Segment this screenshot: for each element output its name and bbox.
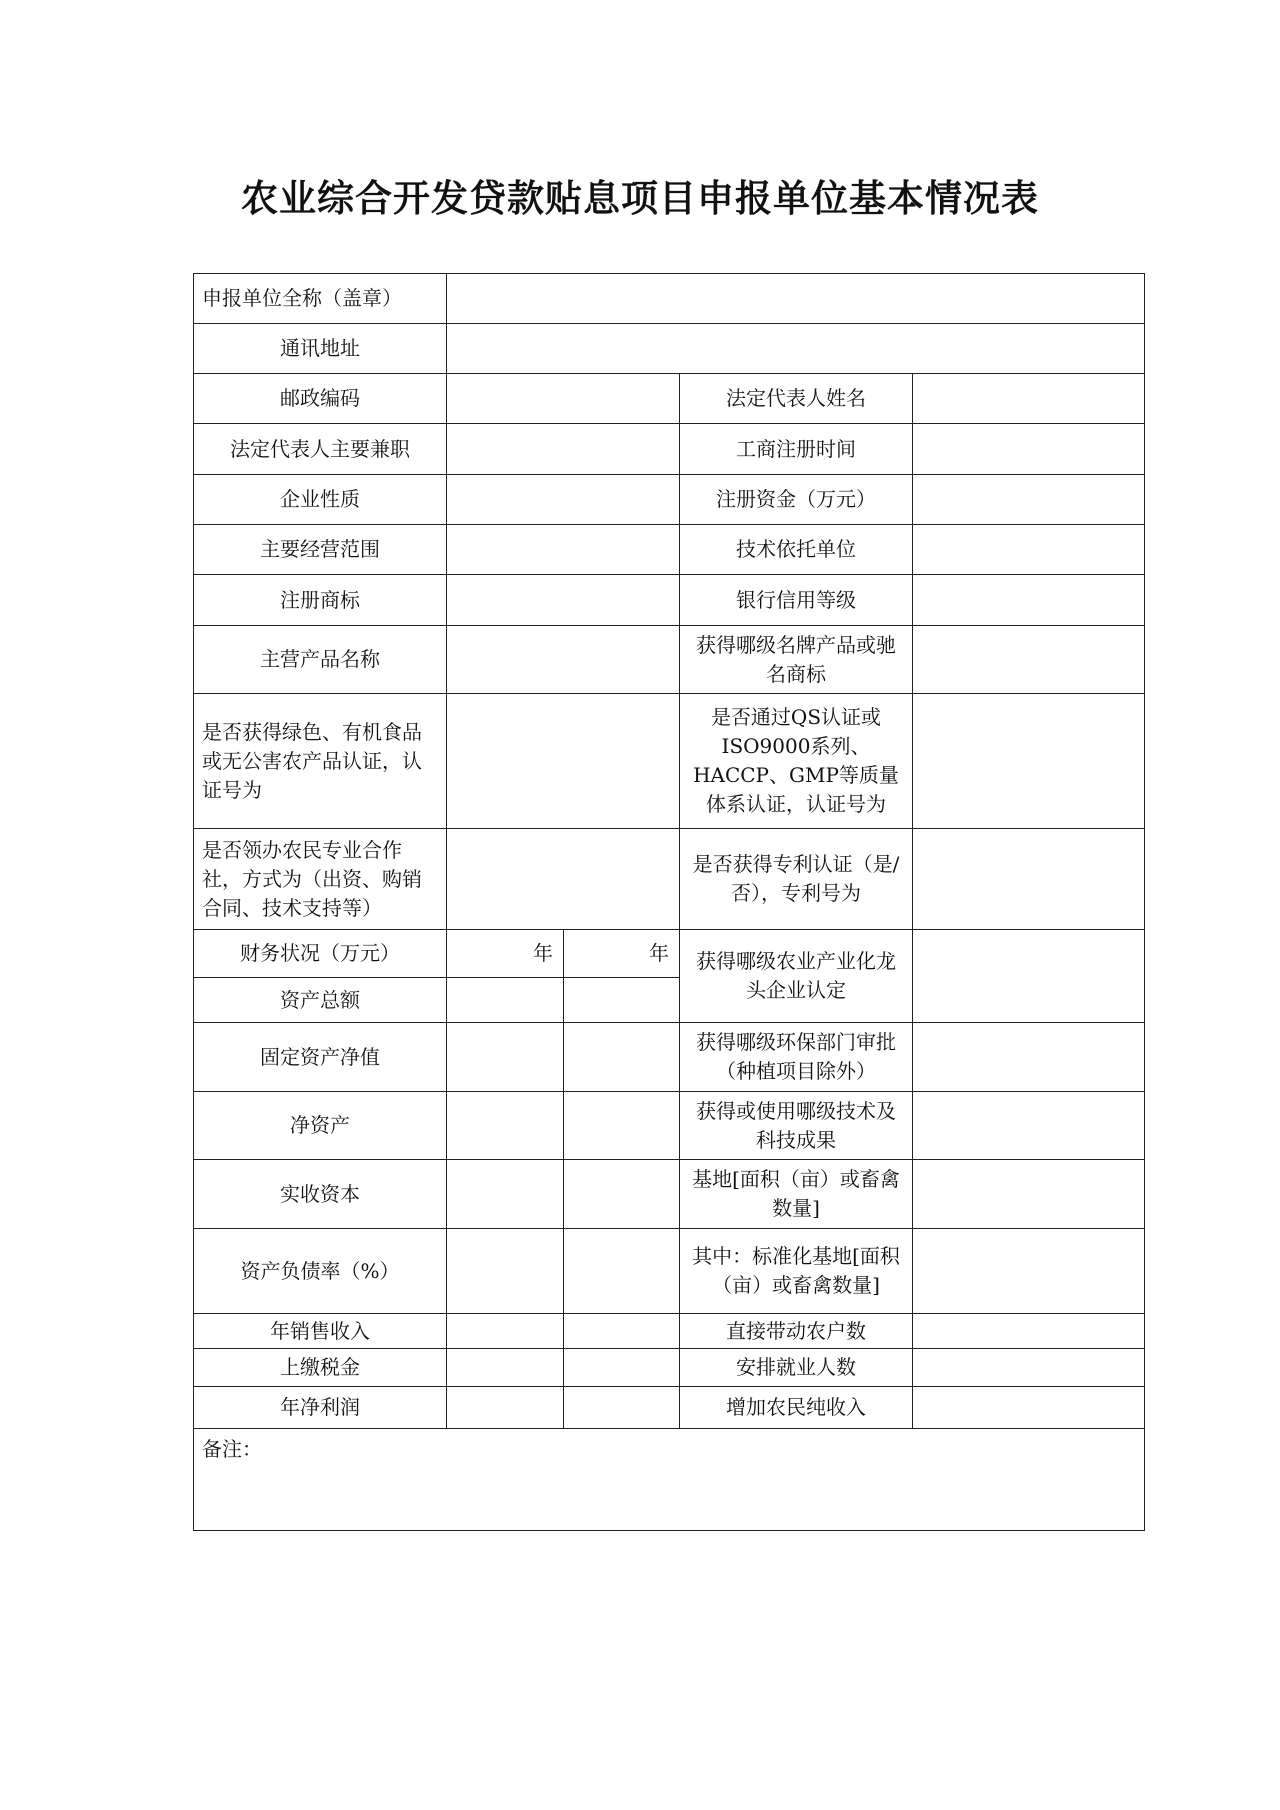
input-registered-capital[interactable] [913,475,1145,525]
label-standard-base: 其中：标准化基地[面积（亩）或畜禽数量] [680,1229,913,1314]
input-cooperative[interactable] [447,829,680,930]
label-leading-enterprise: 获得哪级农业产业化龙头企业认定 [680,930,913,1023]
input-legal-rep-position[interactable] [447,424,680,475]
input-base-area[interactable] [913,1160,1145,1229]
label-tax: 上缴税金 [194,1349,447,1387]
label-annual-sales: 年销售收入 [194,1314,447,1349]
label-income-increase: 增加农民纯收入 [680,1387,913,1429]
notes-cell[interactable] [194,1429,1145,1531]
input-tax-year-1[interactable] [447,1349,564,1387]
label-base-area: 基地[面积（亩）或畜禽数量] [680,1160,913,1229]
label-legal-rep-name: 法定代表人姓名 [680,374,913,424]
label-tech-results: 获得或使用哪级技术及科技成果 [680,1092,913,1160]
input-employment[interactable] [913,1349,1145,1387]
input-net-profit-year-2[interactable] [564,1387,680,1429]
notes-label: 备注： [202,1437,262,1461]
label-env-approval: 获得哪级环保部门审批（种植项目除外） [680,1023,913,1092]
input-paid-capital-year-2[interactable] [564,1160,680,1229]
input-standard-base[interactable] [913,1229,1145,1314]
label-total-assets: 资产总额 [194,978,447,1023]
label-tech-support-unit: 技术依托单位 [680,525,913,575]
input-net-assets-year-2[interactable] [564,1092,680,1160]
label-enterprise-nature: 企业性质 [194,475,447,525]
label-patent: 是否获得专利认证（是/否），专利号为 [680,829,913,930]
input-tech-support-unit[interactable] [913,525,1145,575]
input-annual-sales-year-1[interactable] [447,1314,564,1349]
input-qs-cert[interactable] [913,694,1145,829]
label-households: 直接带动农户数 [680,1314,913,1349]
input-bank-credit[interactable] [913,575,1145,626]
label-trademark: 注册商标 [194,575,447,626]
input-legal-rep-name[interactable] [913,374,1145,424]
input-patent[interactable] [913,829,1145,930]
input-debt-ratio-year-1[interactable] [447,1229,564,1314]
label-legal-rep-position: 法定代表人主要兼职 [194,424,447,475]
label-net-assets: 净资产 [194,1092,447,1160]
label-paid-capital: 实收资本 [194,1160,447,1229]
label-registration-time: 工商注册时间 [680,424,913,475]
label-business-scope: 主要经营范围 [194,525,447,575]
input-fixed-assets-year-1[interactable] [447,1023,564,1092]
label-main-product: 主营产品名称 [194,626,447,694]
input-annual-sales-year-2[interactable] [564,1314,680,1349]
label-postal-code: 邮政编码 [194,374,447,424]
label-employment: 安排就业人数 [680,1349,913,1387]
label-fixed-assets: 固定资产净值 [194,1023,447,1092]
label-year-1: 年 [447,930,564,978]
input-net-assets-year-1[interactable] [447,1092,564,1160]
input-unit-name[interactable] [447,274,1145,324]
input-total-assets-year-1[interactable] [447,978,564,1023]
input-brand-product[interactable] [913,626,1145,694]
input-postal-code[interactable] [447,374,680,424]
input-address[interactable] [447,324,1145,374]
label-debt-ratio: 资产负债率（%） [194,1229,447,1314]
label-finance-header: 财务状况（万元） [194,930,447,978]
label-registered-capital: 注册资金（万元） [680,475,913,525]
form-title: 农业综合开发贷款贴息项目申报单位基本情况表 [241,177,1039,220]
input-debt-ratio-year-2[interactable] [564,1229,680,1314]
input-registration-time[interactable] [913,424,1145,475]
label-net-profit: 年净利润 [194,1387,447,1429]
input-env-approval[interactable] [913,1023,1145,1092]
input-net-profit-year-1[interactable] [447,1387,564,1429]
input-business-scope[interactable] [447,525,680,575]
input-main-product[interactable] [447,626,680,694]
label-qs-cert: 是否通过QS认证或ISO9000系列、HACCP、GMP等质量体系认证，认证号为 [680,694,913,829]
input-tax-year-2[interactable] [564,1349,680,1387]
input-fixed-assets-year-2[interactable] [564,1023,680,1092]
input-income-increase[interactable] [913,1387,1145,1429]
input-trademark[interactable] [447,575,680,626]
label-brand-product: 获得哪级名牌产品或驰名商标 [680,626,913,694]
input-enterprise-nature[interactable] [447,475,680,525]
input-households[interactable] [913,1314,1145,1349]
input-paid-capital-year-1[interactable] [447,1160,564,1229]
label-cooperative: 是否领办农民专业合作社，方式为（出资、购销合同、技术支持等） [194,829,447,930]
label-address: 通讯地址 [194,324,447,374]
label-green-cert: 是否获得绿色、有机食品或无公害农产品认证，认证号为 [194,694,447,829]
input-tech-results[interactable] [913,1092,1145,1160]
label-unit-name: 申报单位全称（盖章） [194,274,447,324]
application-form-table [193,273,1145,1531]
input-total-assets-year-2[interactable] [564,978,680,1023]
label-year-2: 年 [564,930,680,978]
input-leading-enterprise[interactable] [913,930,1145,1023]
label-bank-credit: 银行信用等级 [680,575,913,626]
input-green-cert[interactable] [447,694,680,829]
